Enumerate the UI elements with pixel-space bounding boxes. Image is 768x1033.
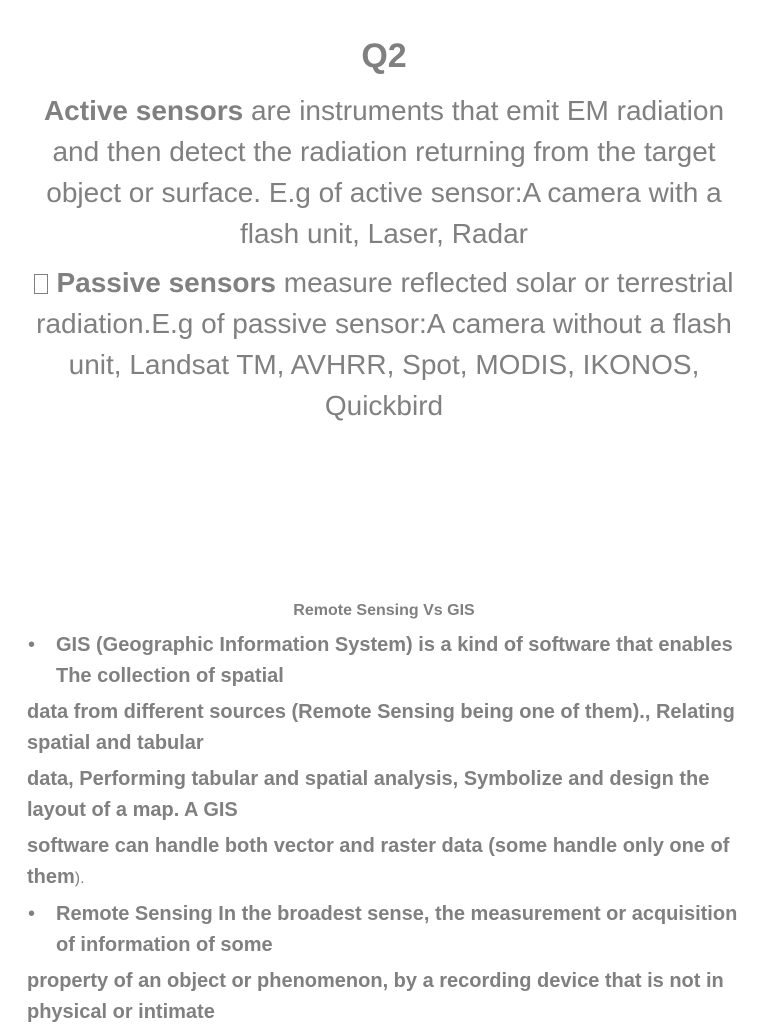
missing-glyph-box-icon <box>34 274 48 294</box>
bullet-dot-icon: • <box>28 903 36 925</box>
passive-sensors-text: measure reflected solar or terrestrial radiation.E.g of passive sensor:A camera without a flash unit, Landsat TM, AVHRR, Spot, MODIS, IKONOS, Quickbird <box>36 267 734 421</box>
bullet-dot-icon: • <box>28 634 36 656</box>
gis-paragraph-line-2: data from different sources (Remote Sensing being one of them)., Relating spatial and tabular <box>27 701 735 754</box>
remote-sensing-bullet-text: Remote Sensing In the broadest sense, the measurement or acquisition of information of some <box>56 903 738 956</box>
remote-sensing-bullet <box>0 899 768 961</box>
slide-remote-sensing-vs-gis <box>0 630 768 1033</box>
passive-sensors-term: Passive sensors <box>56 267 276 298</box>
gis-paragraph-line-4 <box>0 831 768 894</box>
active-sensors-text: are instruments that emit EM radiation and then detect the radiation returning from the target object or surface. E.g of active sensor:A camera with a flash unit, Laser, Radar <box>46 95 725 249</box>
gis-paragraph-line-3: data, Performing tabular and spatial analysis, Symbolize and design the layout of a map. A GIS <box>27 768 710 821</box>
gis-bullet <box>0 630 768 692</box>
gis-bullet-text: GIS (Geographic Information System) is a kind of software that enables The collection of spatial <box>56 634 733 687</box>
active-sensors-term: Active sensors <box>43 95 244 126</box>
passive-sensors-paragraph <box>14 262 754 426</box>
slide-title: Q2 <box>361 37 407 75</box>
active-sensors-paragraph <box>20 90 748 254</box>
remote-sensing-paragraph-line-2: property of an object or phenomenon, by a recording device that is not in physical or intimate <box>27 970 724 1023</box>
slide2-heading: Remote Sensing Vs GIS <box>293 602 475 619</box>
gis-line-4-end: ). <box>74 870 85 887</box>
gis-line-4-text: software can handle both vector and raster data (some handle only one of them <box>27 835 730 888</box>
